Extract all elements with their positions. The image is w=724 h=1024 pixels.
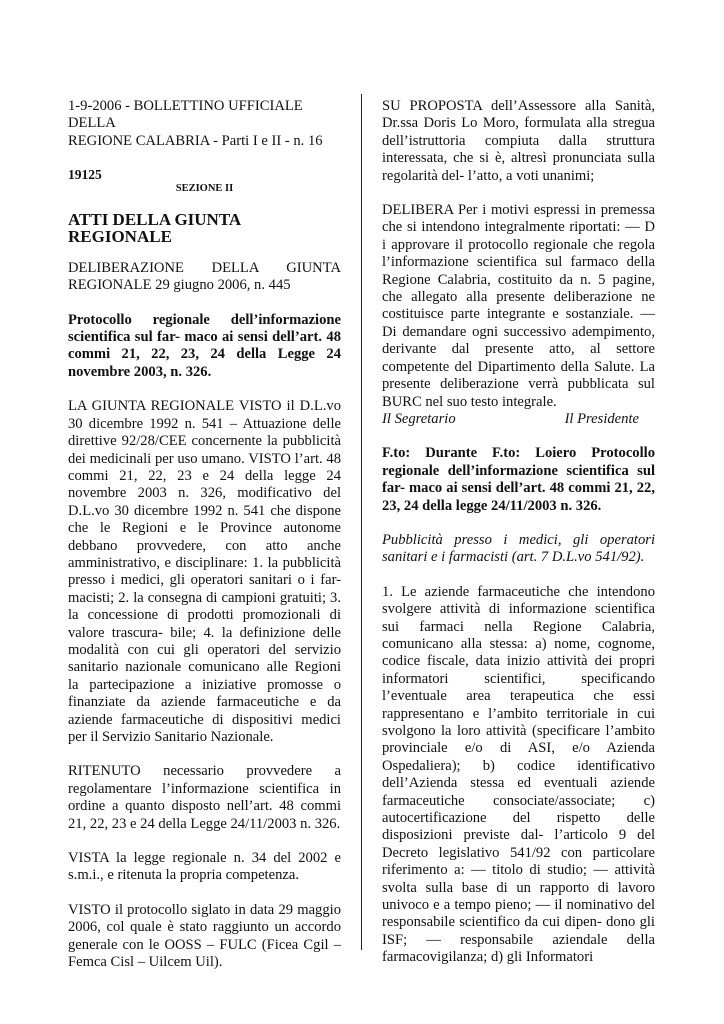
delibera-paragraph: DELIBERA Per i motivi espressi in premessa che si intendono integralmente riportati: — D i approvare il protocollo regionale che regola l’informazione scientifica sul farmaco della Regione Calabria, costituito da n. 5 pagine, che allegato alla presente deliberazione ne costituisce parte integrante e sostanziale. — Di demandare ogni successivo adempimento, derivante dal presente atto, al settore competente del Dipartimento della Salute. La presente deliberazione verrà pubblicata sul BURC nel suo testo integrale.: [382, 202, 655, 410]
firme-protocollo-title: F.to: Durante F.to: Loiero Protocollo regionale dell’informazione scientifica sul far- maco ai sensi dell’art. 48 commi 21, 22, 23, 24 della legge 24/11/2003 n. 326.: [382, 445, 655, 514]
right-column: [382, 98, 655, 967]
document-number: 19125: [68, 167, 102, 183]
pubblicita-heading: Pubblicità presso i medici, gli operatori sanitari e i farmacisti (art. 7 D.L.vo 541/92).: [382, 531, 655, 566]
deliberazione-heading: DELIBERAZIONE DELLA GIUNTA REGIONALE 29 giugno 2006, n. 445: [68, 259, 341, 294]
section-label: SEZIONE II: [175, 182, 234, 194]
vista-paragraph: VISTA la legge regionale n. 34 del 2002 e s.m.i., e ritenuta la propria competenza.: [68, 850, 341, 884]
signatures-line: [382, 411, 655, 428]
presidente-label: Il Presidente: [564, 410, 639, 427]
visto-paragraph: LA GIUNTA REGIONALE VISTO il D.L.vo 30 dicembre 1992 n. 541 – Attuazione delle direttive 92/28/CEE concernente la pubblicità dei medicinali per uso umano. VISTO l’art. 48 commi 21, 22, 23 e 24 della legge 24 novembre 2003 n. 326, modificativo del D.L.vo 30 dicembre 1992 n. 541 che dispone che le Regioni e le Province autonome debbano provvedere, con atto anche amministrativo, e disciplinare: 1. la pubblicità presso i medici, gli operatori sanitari o i far- macisti; 2. la consegna di campioni gratuiti; 3. la concessione di prodotti promozionali di valore trascura- bile; 4. la definizione delle modalità con cui gli operatori del servizio sanitario nazionale comunicano alle Regioni la partecipazione a iniziative promosse o finanziate da aziende farmaceutiche e da aziende farmaceutiche di dispositivi medici per il Servizio Sanitario Nazionale.: [68, 398, 341, 745]
punto-1-paragraph: 1. Le aziende farmaceutiche che intendono svolgere attività di informazione scientifica sui farmaci nella Regione Calabria, comunicano alla stessa: a) nome, cognome, codice fiscale, data inizio attività dei propri informatori scientifici, specificando l’eventuale area terapeutica che essi rappresentano e l’ambito territoriale in cui svolgono la loro attività (specificare l’ambito provinciale e/o di ASI, e/o Azienda Ospedaliera); b) codice identificativo dell’Azienda stessa ed eventuali aziende farmaceutiche consociate/associate; c) autocertificazione del rispetto delle disposizioni previste dal- l’articolo 9 del Decreto legislativo 541/92 con particolare riferimento a: — titolo di studio; — attività svolta sulla base di un rapporto di lavoro univoco e a tempo pieno; — il nominativo del responsabile scientifico da cui dipen- dono gli ISF; — responsabile aziendale della farmacovigilanza; d) gli Informatori: [382, 583, 655, 966]
segretario-label: Il Segretario: [382, 410, 456, 427]
subject-title: Protocollo regionale dell’informazione scientifica sul far- maco ai sensi dell’art. 48 commi 21, 22, 23, 24 della Legge 24 novembre 2003, n. 326.: [68, 311, 341, 380]
header-line-1: 1-9-2006 - BOLLETTINO UFFICIALE DELLA: [68, 98, 303, 132]
visto-protocollo-paragraph: VISTO il protocollo siglato in data 29 maggio 2006, col quale è stato raggiunto un accordo generale con le OOSS – FULC (Ficea Cgil – Femca Cisl – Uilcem Uil).: [68, 901, 341, 971]
proposta-paragraph: SU PROPOSTA dell’Assessore alla Sanità, Dr.ssa Doris Lo Moro, formulata alla stregua dell’istruttoria compiuta dalla struttura interessata, che si è, altresì pronunciata sulla regolarità del- l’atto, a voti unanimi;: [382, 98, 655, 184]
header-line-2: REGIONE CALABRIA - Parti I e II - n. 16: [68, 132, 323, 149]
main-title: ATTI DELLA GIUNTA REGIONALE: [68, 210, 241, 247]
ritenuto-paragraph: RITENUTO necessario provvedere a regolamentare l’informazione scientifica in ordine a quanto disposto nell’art. 48 commi 21, 22, 23 e 24 della Legge 24/11/2003 n. 326.: [68, 763, 341, 832]
left-column: [68, 98, 341, 971]
column-divider: [361, 94, 362, 950]
bulletin-header: [68, 98, 341, 150]
